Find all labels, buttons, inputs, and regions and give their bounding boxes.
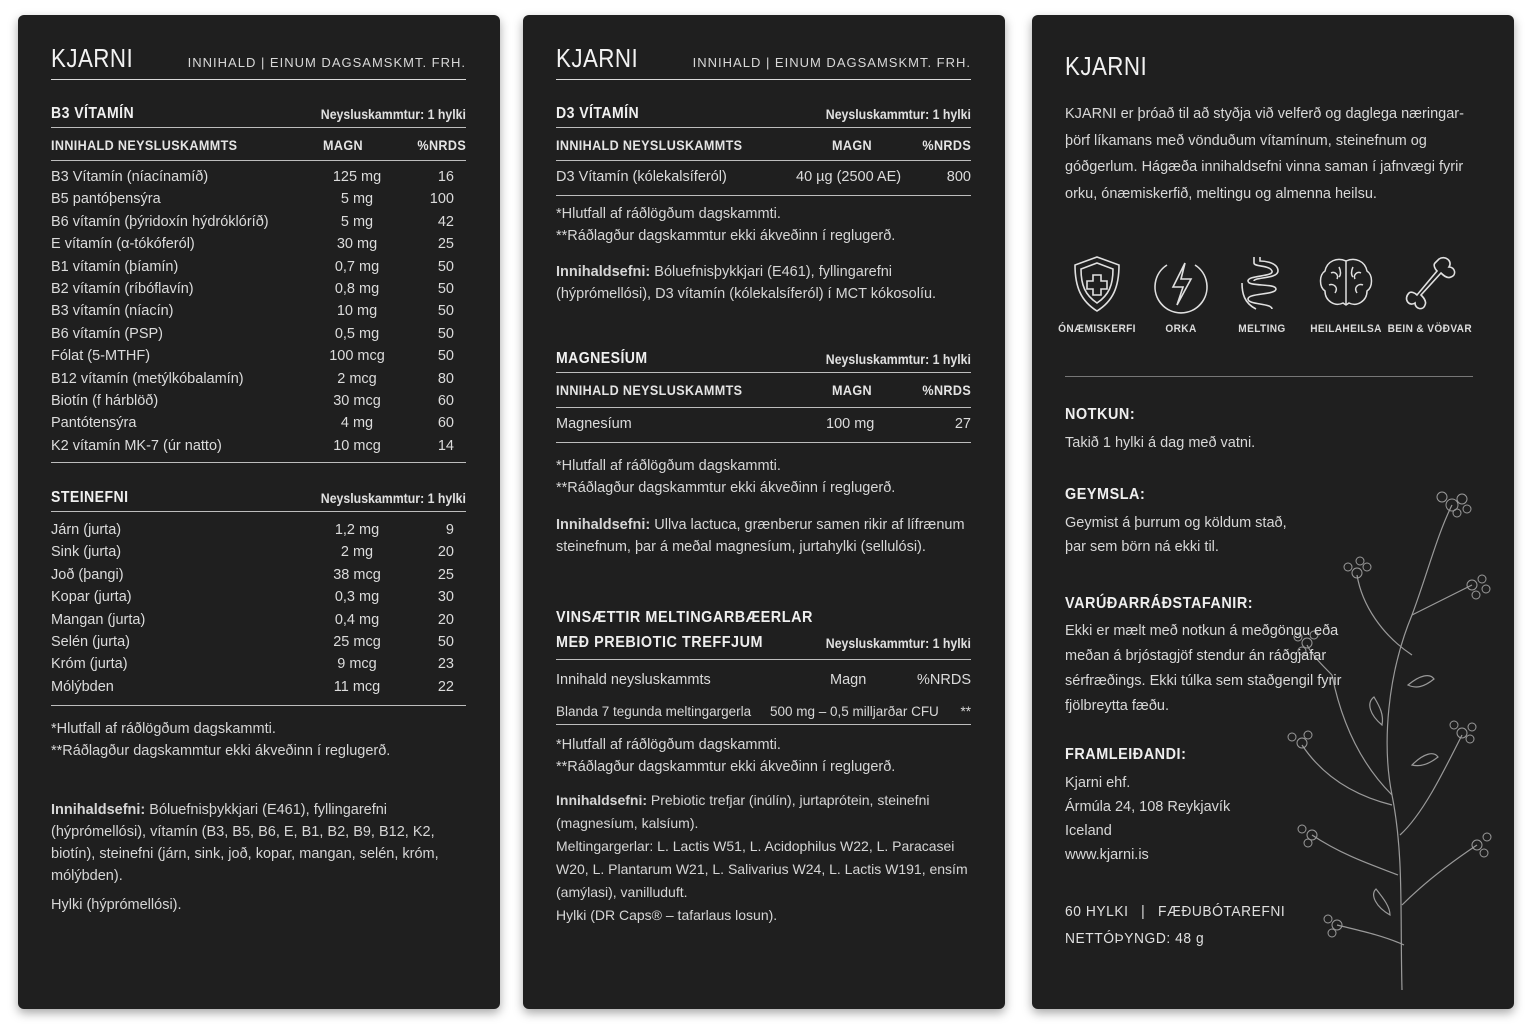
row-name: B3 Vítamín (níacínamíð)	[51, 169, 209, 185]
separator: |	[1141, 903, 1146, 920]
section-title: STEINEFNI	[51, 489, 129, 506]
row-amount: 2 mg	[340, 544, 374, 561]
section-title: B3 VÍTAMÍN	[51, 105, 135, 122]
row-amount: 10 mg	[336, 303, 378, 320]
net-weight: NETTÓÞYNGD: 48 g	[1065, 930, 1205, 947]
footnotes	[556, 455, 971, 499]
row-nrd: 800	[946, 169, 971, 185]
column-amount: Magn	[830, 672, 867, 688]
row-amount: 0,4 mg	[334, 611, 380, 628]
ingredients	[51, 799, 466, 887]
ingredients	[556, 261, 971, 305]
serving-size: Neysluskammtur: 1 hylki	[320, 106, 466, 122]
minerals-table	[51, 520, 466, 706]
row-name: Blanda 7 tegunda meltingargerla	[556, 704, 752, 719]
row-name: Járn (jurta)	[51, 522, 122, 538]
product-category: FÆÐUBÓTAREFNI	[1157, 903, 1286, 920]
ingredients-label: Innihaldsefni:	[556, 264, 651, 280]
table-row	[556, 694, 971, 725]
table-row	[51, 369, 466, 391]
row-amount: 0,3 mg	[334, 589, 380, 606]
table-row	[51, 413, 466, 435]
row-name: Króm (jurta)	[51, 656, 128, 673]
row-nrd: 14	[437, 437, 454, 454]
table-row	[51, 436, 466, 458]
lightning-icon	[1153, 253, 1209, 315]
column-name: Innihald neysluskammts	[556, 672, 711, 688]
row-name: Joð (þangi)	[51, 566, 124, 583]
header-subtitle: INNIHALD | EINUM DAGSAMSKMT. FRH.	[692, 55, 971, 70]
column-nrd: %NRDS	[917, 672, 971, 688]
row-amount: 0,8 mg	[334, 280, 380, 297]
warning-title: VARÚÐARRÁÐSTAFANIR:	[1065, 595, 1254, 612]
right-panel	[1032, 15, 1514, 1009]
section-title: MAGNESÍUM	[556, 350, 648, 367]
footnotes	[556, 734, 971, 778]
benefit-bone	[1384, 253, 1474, 335]
table-header	[556, 660, 971, 694]
row-nrd: 42	[437, 213, 454, 230]
row-nrd: 30	[437, 589, 454, 606]
maker-address: Ármúla 24, 108 Reykjavík	[1065, 799, 1231, 815]
footnotes	[51, 718, 466, 762]
brand-logo: KJARNI	[51, 43, 134, 73]
table-header	[51, 128, 466, 161]
ingredients-label: Innihaldsefni:	[51, 802, 146, 818]
row-amount: 500 mg – 0,5 milljarðar CFU	[770, 704, 939, 719]
ingredients	[556, 514, 971, 558]
ingredients-text: Ullva lactuca, grænberur samen rikir af lífrænum steinefnum, þar á meðal magnesíum, jurtahylki (sellulósi).	[556, 517, 965, 555]
row-amount: 100 mg	[826, 416, 875, 432]
intestine-icon	[1234, 253, 1290, 315]
middle-panel	[523, 15, 1005, 1009]
table-row	[51, 610, 466, 632]
row-name: Fólat (5-MTHF)	[51, 348, 151, 365]
maker-website: www.kjarni.is	[1065, 847, 1149, 863]
row-name: B6 vítamín (PSP)	[51, 325, 164, 342]
table-row	[51, 346, 466, 368]
row-nrd: 50	[437, 633, 454, 650]
minerals-section	[51, 487, 466, 706]
row-nrd: 9	[445, 522, 454, 538]
row-nrd: 80	[437, 370, 454, 387]
divider	[1065, 376, 1473, 377]
ingredients-text: Bóluefnisþykkjari (E461), fyllingarefni (hýprómellósi), D3 vítamín (kólekalsíferól) í MCT kókosolíu.	[556, 264, 937, 302]
storage-line: þar sem börn ná ekki til.	[1065, 539, 1219, 555]
storage-text	[1065, 511, 1287, 559]
ingredients-text: Bóluefnisþykkjari (E461), fyllingarefni (hýprómellósi), vítamín (B3, B5, B6, E, B1, B2, B9, B12, K2, biotín), steinefni (járn, sink, joð, kopar, mangan, selén, króm, mólýbden).	[51, 802, 439, 884]
row-name: Selén (jurta)	[51, 633, 130, 650]
table-row	[51, 167, 466, 189]
row-nrd: 20	[437, 611, 454, 628]
table-row	[51, 587, 466, 609]
row-nrd: 23	[437, 656, 454, 673]
row-nrd: 60	[437, 392, 454, 409]
capsule-count: 60 HYLKI	[1065, 903, 1129, 920]
row-nrd: 25	[437, 236, 454, 253]
row-name: K2 vítamín MK-7 (úr natto)	[51, 437, 222, 454]
footnote: *Hlutfall af ráðlögðum dagskammti.	[556, 458, 781, 474]
row-nrd: 50	[437, 258, 454, 275]
table-row	[51, 520, 466, 542]
section-title: D3 VÍTAMÍN	[556, 105, 640, 122]
ingredients-text: Prebiotic trefjar (inúlín), jurtaprótein, steinefni (magnesíum, kalsíum).	[556, 792, 930, 831]
row-amount: 25 mcg	[333, 633, 381, 650]
usage-title: NOTKUN:	[1065, 406, 1136, 423]
row-amount: 100 mcg	[329, 348, 385, 365]
table-row	[51, 565, 466, 587]
capsule-text: Hylki (DR Caps® – tafarlaus losun).	[556, 907, 778, 923]
column-name: INNIHALD NEYSLUSKAMMTS	[556, 382, 743, 398]
serving-size: Neysluskammtur: 1 hylki	[825, 106, 971, 122]
footnote: *Hlutfall af ráðlögðum dagskammti.	[51, 721, 276, 737]
table-row	[51, 542, 466, 564]
row-name: E vítamín (α-tókóferól)	[51, 236, 195, 253]
maker-name: Kjarni ehf.	[1065, 775, 1131, 791]
panel-header	[51, 43, 466, 80]
table-row	[51, 391, 466, 413]
ingredients-label: Innihaldsefni:	[556, 517, 651, 533]
usage-text: Takið 1 hylki á dag með vatni.	[1065, 435, 1256, 451]
ingredients	[556, 789, 971, 927]
row-name: B12 vítamín (metýlkóbalamín)	[51, 370, 244, 387]
row-name: B1 vítamín (þíamín)	[51, 258, 179, 275]
table-row	[51, 279, 466, 301]
column-amount: MAGN	[323, 137, 363, 153]
section-title: MEÐ PREBIOTIC TREFFJUM	[556, 634, 764, 651]
capsule-text: Hylki (hýprómellósi).	[51, 897, 182, 913]
row-name: Biotín (f hárblöð)	[51, 392, 159, 409]
row-nrd: 60	[437, 415, 454, 432]
strains-text: Meltingargerlar: L. Lactis W51, L. Acidophilus W22, L. Paracasei W20, L. Plantarum W21, L. Salivarius W24, L. Lactis W191, ensím (amýlasi), vanilluduft.	[556, 838, 968, 900]
table-row	[51, 189, 466, 211]
row-name: B2 vítamín (ríbóflavín)	[51, 280, 194, 297]
ingredients-label: Innihaldsefni:	[556, 792, 647, 808]
row-name: Mólýbden	[51, 678, 114, 695]
warning-text: Ekki er mælt með notkun á meðgöngu eða meðan á brjóstagjöf stendur án ráðgjafar sérfræðings. Ekki túlka sem staðgengil fyrir fjölbreytta fæðu.	[1065, 623, 1342, 714]
row-name: Mangan (jurta)	[51, 611, 146, 628]
row-amount: 2 mcg	[337, 370, 377, 387]
column-name: INNIHALD NEYSLUSKAMMTS	[556, 137, 743, 153]
serving-size: Neysluskammtur: 1 hylki	[825, 635, 971, 651]
row-nrd: 50	[437, 348, 454, 365]
row-nrd: 16	[437, 169, 454, 185]
row-nrd: 100	[429, 191, 454, 208]
row-nrd: 20	[437, 544, 454, 561]
shield-cross-icon	[1069, 253, 1125, 315]
table-row	[51, 324, 466, 346]
row-name: Magnesíum	[556, 416, 632, 432]
row-amount: 40 µg (2500 AE)	[796, 169, 902, 185]
table-row	[51, 257, 466, 279]
table-row	[51, 677, 466, 699]
row-amount: 11 mcg	[333, 678, 381, 695]
row-amount: 5 mg	[340, 191, 374, 208]
row-nrd: **	[960, 704, 971, 719]
table-row	[51, 301, 466, 323]
row-name: D3 Vítamín (kólekalsíferól)	[556, 169, 727, 185]
benefit-label: ÓNÆMISKERFI	[1058, 323, 1136, 335]
bone-icon	[1401, 253, 1457, 315]
benefit-label: BEIN & VÖÐVAR	[1387, 323, 1473, 335]
column-nrd: %NRDS	[922, 382, 971, 398]
benefit-label: MELTING	[1238, 323, 1286, 335]
row-amount: 30 mcg	[333, 392, 381, 409]
row-amount: 1,2 mg	[334, 522, 380, 538]
table-header	[556, 128, 971, 161]
section-title: VINSÆTTIR MELTINGARBÆERLAR	[556, 609, 813, 626]
row-name: B6 vítamín (þýridoxín hýdróklóríð)	[51, 213, 269, 230]
serving-size: Neysluskammtur: 1 hylki	[825, 351, 971, 367]
row-name: B5 pantóþensýra	[51, 191, 161, 208]
row-name: Kopar (jurta)	[51, 589, 132, 606]
row-nrd: 50	[437, 303, 454, 320]
storage-title: GEYMSLA:	[1065, 486, 1146, 503]
maker-title: FRAMLEIÐANDI:	[1065, 746, 1187, 763]
magnesium-section	[556, 348, 971, 558]
column-amount: MAGN	[832, 137, 872, 153]
table-row	[556, 161, 971, 196]
row-nrd: 27	[954, 416, 971, 432]
table-row	[51, 654, 466, 676]
benefit-energy	[1136, 253, 1226, 335]
footnote: **Ráðlagður dagskammtur ekki ákveðinn í reglugerð.	[556, 480, 896, 496]
probiotic-section	[556, 607, 971, 927]
brand-logo: KJARNI	[556, 43, 639, 73]
column-nrd: %NRDS	[417, 137, 466, 153]
vitamins-table	[51, 167, 466, 463]
table-row	[556, 408, 971, 443]
benefit-label: HEILAHEILSA	[1310, 323, 1382, 335]
footnote: *Hlutfall af ráðlögðum dagskammti.	[556, 206, 781, 222]
footnote: **Ráðlagður dagskammtur ekki ákveðinn í reglugerð.	[556, 228, 896, 244]
row-amount: 0,7 mg	[334, 258, 380, 275]
row-nrd: 50	[437, 325, 454, 342]
storage-line: Geymist á þurrum og köldum stað,	[1065, 515, 1287, 531]
column-amount: MAGN	[832, 382, 872, 398]
row-amount: 30 mg	[336, 236, 378, 253]
row-amount: 125 mg	[332, 169, 382, 185]
benefit-immune	[1052, 253, 1142, 335]
d3-section	[556, 103, 971, 305]
row-amount: 0,5 mg	[334, 325, 380, 342]
footnote: **Ráðlagður dagskammtur ekki ákveðinn í reglugerð.	[51, 743, 391, 759]
footnote: *Hlutfall af ráðlögðum dagskammti.	[556, 737, 781, 753]
table-header	[556, 373, 971, 408]
row-amount: 38 mcg	[333, 566, 381, 583]
footnote: **Ráðlagður dagskammtur ekki ákveðinn í reglugerð.	[556, 759, 896, 775]
serving-size: Neysluskammtur: 1 hylki	[320, 490, 466, 506]
row-amount: 4 mg	[340, 415, 374, 432]
brain-icon	[1317, 253, 1375, 315]
row-amount: 5 mg	[340, 213, 374, 230]
column-nrd: %NRDS	[922, 137, 971, 153]
vitamins-section	[51, 103, 466, 463]
product-count-line	[1065, 903, 1285, 920]
maker-country: Iceland	[1065, 823, 1112, 839]
panel-header	[556, 43, 971, 80]
benefit-digestion	[1217, 253, 1307, 335]
left-panel	[18, 15, 500, 1009]
row-nrd: 50	[437, 280, 454, 297]
benefit-label: ORKA	[1165, 323, 1197, 335]
row-name: Pantótensýra	[51, 415, 137, 432]
row-name: B3 vítamín (níacín)	[51, 303, 174, 320]
maker-info	[1065, 771, 1230, 867]
table-row	[51, 234, 466, 256]
benefit-icons	[1058, 253, 1480, 353]
header-subtitle: INNIHALD | EINUM DAGSAMSKMT. FRH.	[187, 55, 466, 70]
row-amount: 9 mcg	[337, 656, 377, 673]
intro-text: KJARNI er þróað til að styðja við velferð og daglega næringar-þörf líkamans með vönduðum vítamínum, steinefnum og góðgerlum. Hágæða innihaldsefni vinna saman í jafnvægi fyrir orku, ónæmiskerfið, meltingu og almenna heilsu.	[1065, 106, 1464, 202]
row-name: Sink (jurta)	[51, 544, 122, 561]
brand-logo: KJARNI	[1065, 51, 1148, 81]
row-nrd: 22	[437, 678, 454, 695]
table-row	[51, 212, 466, 234]
benefit-brain	[1301, 253, 1391, 335]
table-row	[51, 632, 466, 654]
row-amount: 10 mcg	[333, 437, 381, 454]
column-name: INNIHALD NEYSLUSKAMMTS	[51, 137, 238, 153]
flower-illustration-icon	[1262, 475, 1507, 995]
row-nrd: 25	[437, 566, 454, 583]
footnotes	[556, 203, 971, 247]
